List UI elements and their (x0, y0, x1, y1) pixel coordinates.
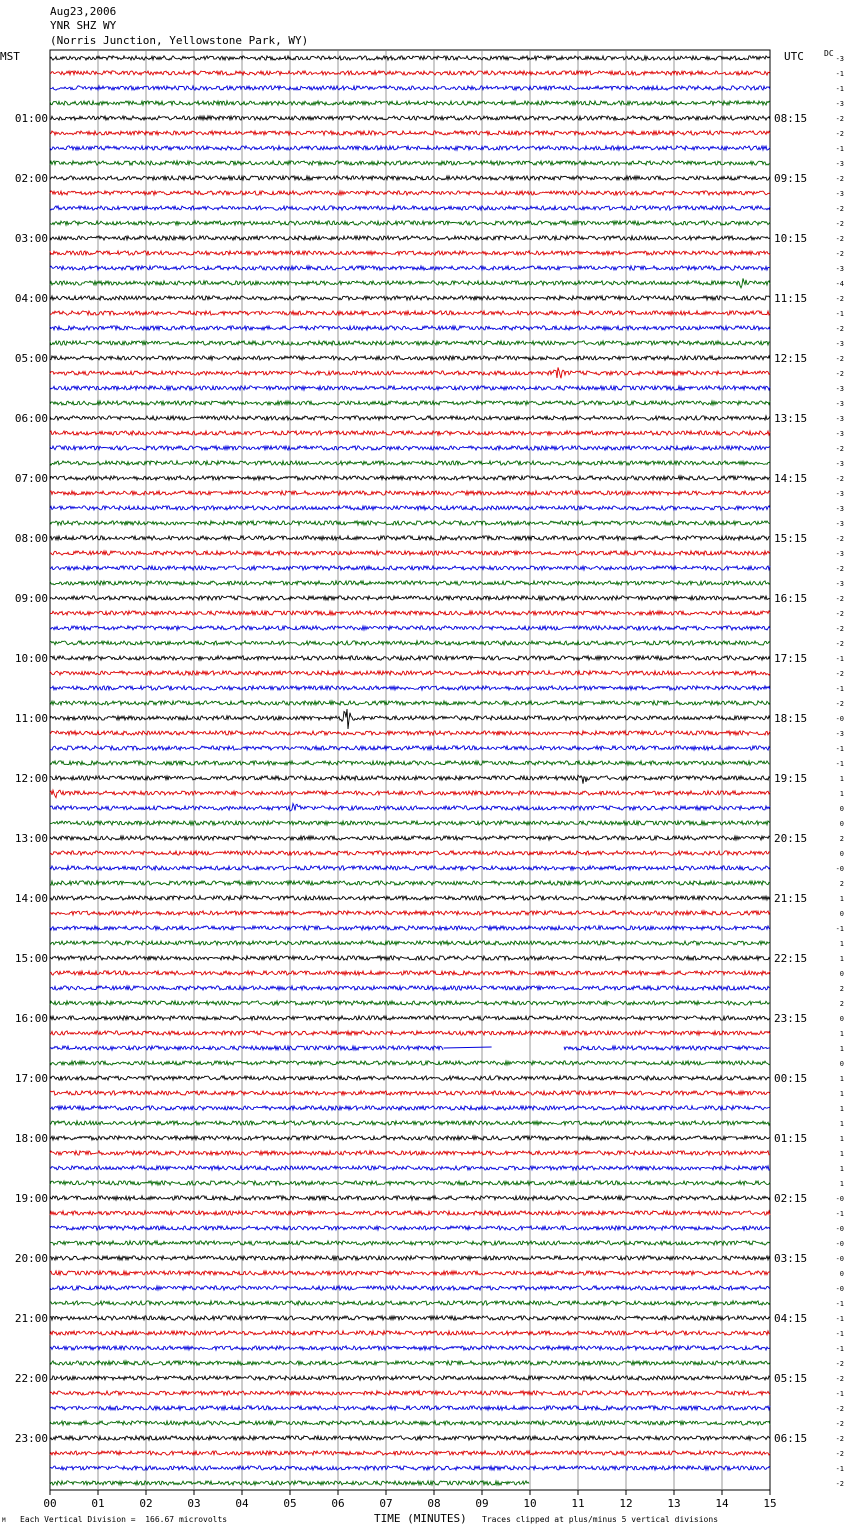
dc-offset-label: -2 (835, 595, 844, 603)
left-hour-label: 18:00 (14, 1132, 48, 1145)
right-hour-label: 19:15 (774, 772, 808, 785)
left-hour-label: 10:00 (14, 652, 48, 665)
seismic-trace (50, 709, 770, 729)
left-hour-label: 04:00 (14, 292, 48, 305)
seismic-trace (50, 146, 770, 150)
x-axis-title: TIME (MINUTES) (374, 1512, 467, 1525)
seismic-trace (50, 941, 770, 945)
right-hour-label: 17:15 (774, 652, 808, 665)
dc-offset-label: -1 (835, 1300, 844, 1308)
dc-offset-label: -2 (835, 565, 844, 573)
x-tick-label: 12 (619, 1497, 633, 1510)
seismic-trace (50, 1136, 770, 1140)
seismic-trace (50, 101, 770, 105)
seismic-trace (50, 401, 770, 405)
x-tick-label: 01 (91, 1497, 105, 1510)
dc-offset-label: 1 (839, 1090, 844, 1098)
right-hour-label: 04:15 (774, 1312, 808, 1325)
seismic-trace (50, 367, 770, 378)
dc-offset-label: 1 (839, 895, 844, 903)
right-hour-label: 23:15 (774, 1012, 808, 1025)
seismic-trace (50, 911, 770, 915)
seismic-trace (50, 746, 770, 750)
dc-offset-label: -2 (835, 370, 844, 378)
dc-offset-label: -2 (835, 115, 844, 123)
left-hour-label: 07:00 (14, 472, 48, 485)
seismic-trace (50, 761, 770, 765)
seismic-trace (50, 1271, 770, 1275)
x-tick-label: 03 (187, 1497, 201, 1510)
left-hour-label: 03:00 (14, 232, 48, 245)
seismic-trace (50, 1376, 770, 1380)
dc-offset-label: -2 (835, 1450, 844, 1458)
seismic-trace (50, 804, 770, 812)
dc-offset-label: -3 (835, 100, 844, 108)
dc-offset-label: -3 (835, 190, 844, 198)
dc-offset-label: 1 (839, 790, 844, 798)
left-hour-label: 17:00 (14, 1072, 48, 1085)
seismic-trace (50, 221, 770, 225)
seismic-trace (50, 581, 770, 585)
dc-offset-label: -1 (835, 1315, 844, 1323)
x-tick-label: 04 (235, 1497, 249, 1510)
seismic-trace (50, 461, 770, 465)
dc-offset-label: 1 (839, 1045, 844, 1053)
dc-offset-label: -1 (835, 685, 844, 693)
seismic-trace (50, 775, 770, 784)
dc-offset-label: -2 (835, 700, 844, 708)
seismic-trace (50, 701, 770, 705)
dc-offset-label: -2 (835, 175, 844, 183)
x-tick-label: 07 (379, 1497, 393, 1510)
seismic-trace (50, 386, 770, 390)
left-hour-label: 01:00 (14, 112, 48, 125)
dc-offset-label: -3 (835, 505, 844, 513)
seismic-trace (50, 671, 770, 675)
header-date: Aug23,2006 (50, 5, 117, 18)
seismic-trace (50, 1226, 770, 1230)
dc-offset-label: -2 (835, 295, 844, 303)
dc-offset-label: 0 (839, 970, 844, 978)
dc-offset-label: -0 (835, 1285, 844, 1293)
seismic-trace (50, 1361, 770, 1365)
left-hour-label: 12:00 (14, 772, 48, 785)
dc-offset-label: -2 (835, 220, 844, 228)
x-tick-label: 05 (283, 1497, 297, 1510)
header-location: (Norris Junction, Yellowstone Park, WY) (50, 34, 309, 47)
dc-offset-label: -0 (835, 1240, 844, 1248)
seismic-trace (50, 1076, 770, 1080)
seismic-trace (50, 71, 770, 75)
right-hour-label: 06:15 (774, 1432, 808, 1445)
right-hour-label: 15:15 (774, 532, 808, 545)
left-hour-label: 21:00 (14, 1312, 48, 1325)
dc-offset-label: 2 (839, 1000, 844, 1008)
dc-offset-label: -1 (835, 760, 844, 768)
seismic-trace (50, 1121, 770, 1125)
seismic-trace (50, 356, 770, 360)
right-hour-label: 00:15 (774, 1072, 808, 1085)
seismic-trace (50, 1001, 770, 1005)
left-hour-label: 05:00 (14, 352, 48, 365)
seismic-trace (50, 1031, 770, 1035)
x-tick-label: 00 (43, 1497, 57, 1510)
dc-offset-label: -3 (835, 430, 844, 438)
dc-offset-label: -1 (835, 1210, 844, 1218)
seismic-trace (50, 611, 770, 615)
seismic-trace (50, 296, 770, 300)
dc-offset-label: -2 (835, 445, 844, 453)
dc-offset-label: -2 (835, 1405, 844, 1413)
seismic-trace (50, 431, 770, 435)
seismic-trace (50, 1316, 770, 1320)
seismic-trace (50, 1196, 770, 1200)
right-timezone-label: UTC (784, 50, 804, 63)
seismic-trace (50, 311, 770, 315)
dc-offset-label: 2 (839, 835, 844, 843)
left-hour-label: 19:00 (14, 1192, 48, 1205)
seismic-trace (50, 851, 770, 855)
seismic-trace (50, 266, 770, 270)
dc-offset-label: -3 (835, 730, 844, 738)
seismic-trace (50, 1421, 770, 1425)
dc-offset-label: -0 (835, 1225, 844, 1233)
dc-offset-label: 1 (839, 1030, 844, 1038)
seismic-trace (50, 416, 770, 420)
left-hour-label: 06:00 (14, 412, 48, 425)
left-hour-label: 23:00 (14, 1432, 48, 1445)
seismic-trace (50, 986, 770, 990)
seismic-trace (50, 596, 770, 600)
dc-offset-label: -3 (835, 400, 844, 408)
dc-offset-label: -0 (835, 715, 844, 723)
seismic-trace (50, 1286, 770, 1290)
left-hour-label: 16:00 (14, 1012, 48, 1025)
seismic-trace (50, 278, 770, 287)
x-tick-label: 13 (667, 1497, 681, 1510)
dc-offset-label: 1 (839, 1180, 844, 1188)
dc-offset-label: -2 (835, 1375, 844, 1383)
dc-offset-label: -3 (835, 550, 844, 558)
dc-offset-label: -3 (835, 340, 844, 348)
right-hour-label: 13:15 (774, 412, 808, 425)
seismic-trace (50, 971, 770, 975)
dc-offset-label: -1 (835, 1390, 844, 1398)
x-tick-label: 02 (139, 1497, 153, 1510)
seismic-trace (50, 1391, 770, 1395)
right-hour-label: 10:15 (774, 232, 808, 245)
right-hour-label: 16:15 (774, 592, 808, 605)
corner-mark: M (2, 1517, 6, 1524)
left-hour-label: 02:00 (14, 172, 48, 185)
seismic-trace (50, 881, 770, 885)
dc-offset-label: -2 (835, 1480, 844, 1488)
seismic-trace (50, 566, 770, 570)
dc-label: DC (824, 49, 834, 58)
seismic-trace (50, 1451, 770, 1455)
seismic-trace (50, 341, 770, 345)
dc-offset-label: 1 (839, 955, 844, 963)
seismic-trace (50, 731, 770, 735)
left-hour-label: 14:00 (14, 892, 48, 905)
seismic-trace (50, 551, 770, 555)
dc-offset-label: -0 (835, 1255, 844, 1263)
seismic-trace (50, 1256, 770, 1260)
left-hour-label: 15:00 (14, 952, 48, 965)
seismic-trace (50, 1406, 770, 1410)
header-station: YNR SHZ WY (50, 19, 117, 32)
seismic-trace (50, 1331, 770, 1335)
seismic-trace (50, 491, 770, 495)
seismic-trace (50, 536, 770, 540)
right-hour-label: 02:15 (774, 1192, 808, 1205)
right-hour-label: 18:15 (774, 712, 808, 725)
dc-offset-label: -2 (835, 1435, 844, 1443)
dc-offset-label: 2 (839, 880, 844, 888)
dc-offset-label: -3 (835, 520, 844, 528)
dc-offset-label: -3 (835, 265, 844, 273)
seismic-trace (50, 56, 770, 60)
right-hour-label: 01:15 (774, 1132, 808, 1145)
left-timezone-label: MST (0, 50, 20, 63)
dc-offset-label: 0 (839, 820, 844, 828)
seismic-trace (50, 1436, 770, 1440)
seismic-trace (50, 1241, 770, 1245)
dc-offset-label: 2 (839, 985, 844, 993)
dc-offset-label: 1 (839, 1120, 844, 1128)
seismic-trace (50, 131, 770, 135)
right-hour-label: 22:15 (774, 952, 808, 965)
seismic-trace (50, 1346, 770, 1350)
left-hour-label: 13:00 (14, 832, 48, 845)
dc-offset-label: -2 (835, 475, 844, 483)
dc-offset-label: -1 (835, 145, 844, 153)
dc-offset-label: 0 (839, 1015, 844, 1023)
dc-offset-label: 0 (839, 805, 844, 813)
right-hour-label: 21:15 (774, 892, 808, 905)
dc-offset-label: -3 (835, 160, 844, 168)
dc-offset-label: -2 (835, 670, 844, 678)
seismic-trace (50, 1046, 770, 1050)
seismic-trace (50, 1061, 770, 1065)
dc-offset-label: 0 (839, 1270, 844, 1278)
seismic-trace (50, 836, 770, 840)
seismic-trace (50, 1181, 770, 1185)
dc-offset-label: 1 (839, 940, 844, 948)
dc-offset-label: 0 (839, 850, 844, 858)
dc-offset-label: 1 (839, 1075, 844, 1083)
dc-offset-label: -1 (835, 1345, 844, 1353)
right-hour-label: 12:15 (774, 352, 808, 365)
seismic-trace (50, 1211, 770, 1215)
seismic-trace (50, 1151, 770, 1155)
seismic-trace (50, 176, 770, 180)
right-hour-label: 05:15 (774, 1372, 808, 1385)
dc-offset-label: 1 (839, 1135, 844, 1143)
dc-offset-label: 0 (839, 910, 844, 918)
seismic-trace (50, 956, 770, 960)
dc-offset-label: 1 (839, 1150, 844, 1158)
dc-offset-label: -2 (835, 325, 844, 333)
dc-offset-label: 0 (839, 1060, 844, 1068)
clip-note: Traces clipped at plus/minus 5 vertical divisions (482, 1515, 719, 1524)
dc-offset-label: -0 (835, 865, 844, 873)
dc-offset-label: -3 (835, 55, 844, 63)
right-hour-label: 09:15 (774, 172, 808, 185)
left-hour-label: 11:00 (14, 712, 48, 725)
x-tick-label: 09 (475, 1497, 489, 1510)
dc-offset-label: 1 (839, 1165, 844, 1173)
seismic-trace (50, 821, 770, 825)
seismic-trace (50, 641, 770, 645)
seismic-trace (50, 1481, 529, 1485)
seismic-trace (50, 686, 770, 690)
dc-offset-label: -3 (835, 385, 844, 393)
x-tick-label: 06 (331, 1497, 345, 1510)
dc-offset-label: -2 (835, 610, 844, 618)
left-hour-label: 22:00 (14, 1372, 48, 1385)
dc-offset-label: -1 (835, 655, 844, 663)
dc-offset-label: -1 (835, 1465, 844, 1473)
seismic-trace (50, 1106, 770, 1110)
dc-offset-label: -2 (835, 235, 844, 243)
right-hour-label: 14:15 (774, 472, 808, 485)
x-tick-label: 10 (523, 1497, 537, 1510)
dc-offset-label: -2 (835, 205, 844, 213)
x-tick-label: 08 (427, 1497, 441, 1510)
seismic-trace (50, 1016, 770, 1020)
dc-offset-label: -2 (835, 355, 844, 363)
seismic-trace (50, 326, 770, 330)
dc-offset-label: -1 (835, 310, 844, 318)
dc-offset-label: -3 (835, 490, 844, 498)
dc-offset-label: -0 (835, 1195, 844, 1203)
dc-offset-label: -2 (835, 1420, 844, 1428)
left-hour-label: 09:00 (14, 592, 48, 605)
x-tick-label: 11 (571, 1497, 585, 1510)
seismic-trace (50, 446, 770, 450)
trace-dropout-line (444, 1047, 492, 1048)
dc-offset-label: -1 (835, 70, 844, 78)
x-tick-label: 14 (715, 1497, 729, 1510)
right-hour-label: 08:15 (774, 112, 808, 125)
scale-note: Each Vertical Division = 166.67 microvolts (20, 1515, 228, 1524)
seismic-trace (50, 116, 770, 120)
seismic-trace (50, 1091, 770, 1095)
dc-offset-label: -1 (835, 745, 844, 753)
seismic-trace (50, 896, 770, 900)
seismic-trace (50, 866, 770, 870)
dc-offset-label: -4 (835, 280, 844, 288)
seismic-trace (50, 191, 770, 195)
right-hour-label: 03:15 (774, 1252, 808, 1265)
seismic-trace (50, 236, 770, 240)
dc-offset-label: -2 (835, 640, 844, 648)
dc-offset-label: 1 (839, 1105, 844, 1113)
seismic-trace (50, 161, 770, 165)
dc-offset-label: -3 (835, 415, 844, 423)
right-hour-label: 11:15 (774, 292, 808, 305)
left-hour-label: 08:00 (14, 532, 48, 545)
left-hour-label: 20:00 (14, 1252, 48, 1265)
dc-offset-label: -1 (835, 925, 844, 933)
seismic-trace (50, 1166, 770, 1170)
right-hour-label: 20:15 (774, 832, 808, 845)
dc-offset-label: -2 (835, 535, 844, 543)
dc-offset-label: -1 (835, 85, 844, 93)
seismic-trace (50, 926, 770, 930)
dc-offset-label: -2 (835, 250, 844, 258)
seismic-trace (50, 506, 770, 510)
dc-offset-label: -2 (835, 130, 844, 138)
seismic-trace (50, 86, 770, 90)
dc-offset-label: -3 (835, 580, 844, 588)
x-tick-label: 15 (763, 1497, 777, 1510)
seismic-trace (50, 790, 770, 797)
dc-offset-label: -1 (835, 1330, 844, 1338)
seismic-trace (50, 1466, 770, 1470)
seismic-trace (50, 656, 770, 660)
dc-offset-label: 1 (839, 775, 844, 783)
seismic-trace (50, 206, 770, 210)
dc-offset-label: -3 (835, 460, 844, 468)
seismic-trace (50, 521, 770, 525)
seismic-trace (50, 1301, 770, 1305)
seismic-trace (50, 476, 770, 480)
seismic-trace (50, 626, 770, 630)
seismic-trace (50, 251, 770, 255)
dc-offset-label: -2 (835, 625, 844, 633)
dc-offset-label: -2 (835, 1360, 844, 1368)
